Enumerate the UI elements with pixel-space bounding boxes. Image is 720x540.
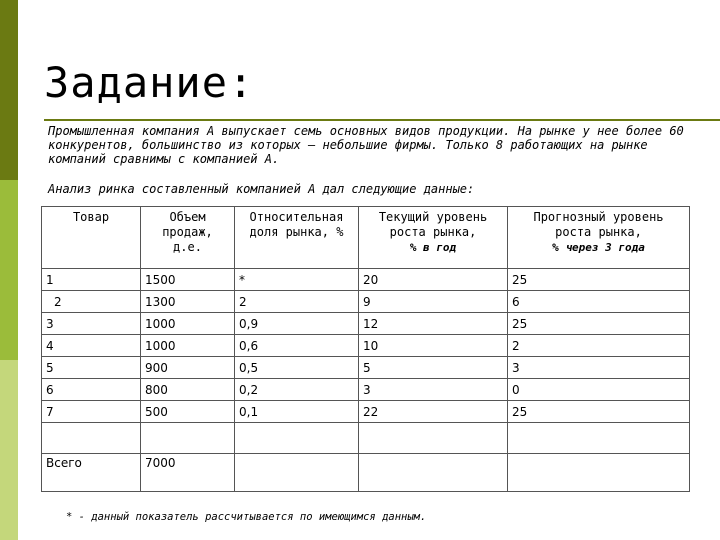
accent-bar-dark bbox=[0, 0, 18, 180]
accent-bar-mid bbox=[0, 180, 18, 360]
cell-forecast-growth: 0 bbox=[508, 379, 690, 401]
slide-title: Задание: bbox=[44, 58, 255, 107]
footnote: * - данный показатель рассчитывается по имеющимся данным. bbox=[66, 511, 427, 523]
cell-current-growth: 3 bbox=[359, 379, 508, 401]
cell-sales bbox=[141, 423, 235, 454]
task-paragraph-2: Анализ ринка составленный компанией А дал следующие данные: bbox=[48, 182, 475, 196]
cell-total-label: Всего bbox=[42, 454, 141, 492]
task-description bbox=[48, 124, 688, 196]
title-divider bbox=[44, 119, 720, 121]
header-sales-volume: Объем продаж, д.е. bbox=[141, 207, 235, 269]
cell-share: 0,5 bbox=[235, 357, 359, 379]
table-row bbox=[42, 357, 690, 379]
cell-current-growth: 12 bbox=[359, 313, 508, 335]
cell-sales: 800 bbox=[141, 379, 235, 401]
table-row-empty bbox=[42, 423, 690, 454]
cell-share bbox=[235, 454, 359, 492]
table-row bbox=[42, 335, 690, 357]
cell-share: * bbox=[235, 269, 359, 291]
cell-sales: 1300 bbox=[141, 291, 235, 313]
market-data-table bbox=[41, 206, 690, 492]
cell-share: 0,6 bbox=[235, 335, 359, 357]
cell-forecast-growth: 25 bbox=[508, 313, 690, 335]
cell-forecast-growth bbox=[508, 454, 690, 492]
task-paragraph-1: Промышленная компания А выпускает семь основных видов продукции. На рынке у нее более 60 конкурентов, большинство из которых – небольшие фирмы. Только 8 работающих на рынке компаний сравнимы с компанией А. bbox=[48, 124, 684, 166]
cell-forecast-growth bbox=[508, 423, 690, 454]
cell-current-growth: 20 bbox=[359, 269, 508, 291]
table-row bbox=[42, 401, 690, 423]
cell-product: 4 bbox=[42, 335, 141, 357]
cell-forecast-growth: 25 bbox=[508, 269, 690, 291]
cell-share: 0,9 bbox=[235, 313, 359, 335]
header-product: Товар bbox=[42, 207, 141, 269]
cell-product: 7 bbox=[42, 401, 141, 423]
cell-current-growth bbox=[359, 423, 508, 454]
cell-sales: 1000 bbox=[141, 313, 235, 335]
table-row bbox=[42, 313, 690, 335]
cell-forecast-growth: 25 bbox=[508, 401, 690, 423]
cell-current-growth: 10 bbox=[359, 335, 508, 357]
cell-share: 0,2 bbox=[235, 379, 359, 401]
header-forecast-growth: Прогнозный уровень роста рынка, % через 3 года bbox=[508, 207, 690, 269]
table-header-row bbox=[42, 207, 690, 269]
cell-share: 2 bbox=[235, 291, 359, 313]
accent-bar-light bbox=[0, 360, 18, 540]
cell-sales: 1000 bbox=[141, 335, 235, 357]
cell-product: 1 bbox=[42, 269, 141, 291]
table-row bbox=[42, 269, 690, 291]
cell-current-growth: 9 bbox=[359, 291, 508, 313]
header-current-growth: Текущий уровень роста рынка, % в год bbox=[359, 207, 508, 269]
cell-forecast-growth: 3 bbox=[508, 357, 690, 379]
header-market-share: Относительная доля рынка, % bbox=[235, 207, 359, 269]
cell-share: 0,1 bbox=[235, 401, 359, 423]
cell-product: 5 bbox=[42, 357, 141, 379]
cell-product: 3 bbox=[42, 313, 141, 335]
cell-forecast-growth: 2 bbox=[508, 335, 690, 357]
cell-sales: 1500 bbox=[141, 269, 235, 291]
table-row-total bbox=[42, 454, 690, 492]
cell-current-growth: 22 bbox=[359, 401, 508, 423]
table-row bbox=[42, 291, 690, 313]
cell-sales: 900 bbox=[141, 357, 235, 379]
table-row bbox=[42, 379, 690, 401]
cell-current-growth bbox=[359, 454, 508, 492]
cell-forecast-growth: 6 bbox=[508, 291, 690, 313]
cell-share bbox=[235, 423, 359, 454]
cell-product: 6 bbox=[42, 379, 141, 401]
cell-sales: 500 bbox=[141, 401, 235, 423]
cell-product: 2 bbox=[42, 291, 141, 313]
cell-current-growth: 5 bbox=[359, 357, 508, 379]
cell-total-sales: 7000 bbox=[141, 454, 235, 492]
cell-product bbox=[42, 423, 141, 454]
